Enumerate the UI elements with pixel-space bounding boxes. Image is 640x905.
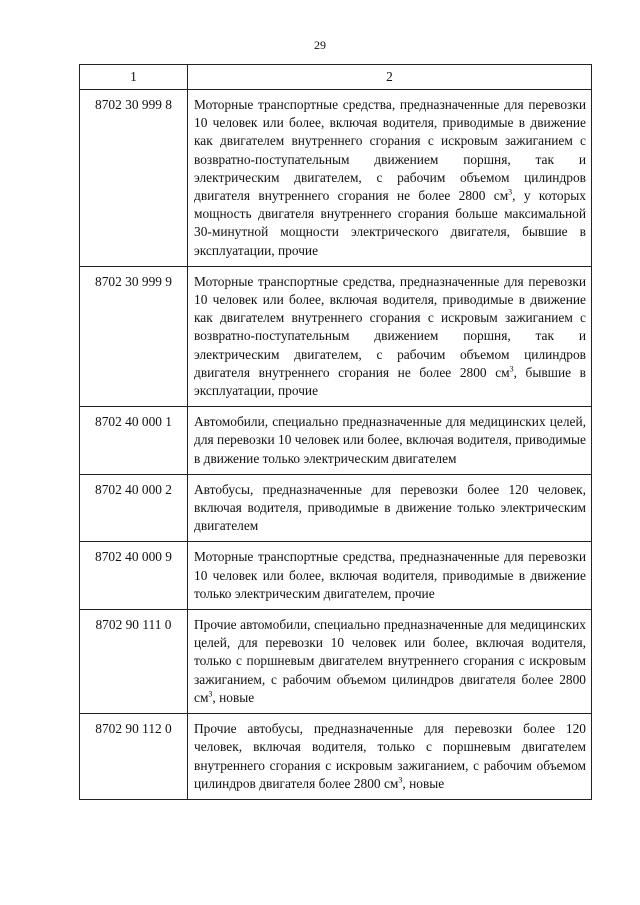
- description-text: Прочие автомобили, специально предназначенные для медицинских целей, для перевозки 10 человек или более, включая водителя, только с поршневым двигателем внутреннего сгорания с искровым зажиганием, с рабочим объемом цилиндров двигателя более 2800 см: [194, 617, 586, 705]
- commodity-description: [188, 610, 592, 714]
- commodity-code: 8702 30 999 8: [80, 90, 188, 267]
- description-text: Моторные транспортные средства, предназначенные для перевозки 10 человек или более, включая водителя, приводимые в движение как двигателем внутреннего сгорания с искровым зажиганием с возвратно-поступательным движением поршня, так и электрическим двигателем, с рабочим объемом цилиндров двигателя внутреннего сгорания не более 2800 см: [194, 97, 586, 204]
- description-text: Прочие автобусы, предназначенные для перевозки более 120 человек, включая водителя, только с поршневым двигателем внутреннего сгорания с искровым зажиганием, с рабочим объемом цилиндров двигателя более 2800 см: [194, 721, 586, 791]
- commodity-description: [188, 542, 592, 610]
- commodity-description: [188, 407, 592, 475]
- table-header-row: [80, 65, 592, 90]
- table-row: [80, 714, 592, 800]
- description-text-tail: , у которых мощность двигателя внутреннего сгорания больше максимальной 30-минутной мощности электрического двигателя, бывшие в эксплуатации, прочие: [194, 188, 586, 258]
- description-text: Моторные транспортные средства, предназначенные для перевозки 10 человек или более, включая водителя, приводимые в движение только электрическим двигателем, прочие: [194, 549, 586, 601]
- table-row: [80, 266, 592, 406]
- column-header-description: 2: [188, 65, 592, 90]
- commodity-code: 8702 90 112 0: [80, 714, 188, 800]
- page-number: 29: [314, 38, 326, 52]
- table-row: [80, 474, 592, 542]
- superscript: 3: [509, 364, 514, 374]
- commodity-description: [188, 474, 592, 542]
- description-text-tail: , бывшие в эксплуатации, прочие: [194, 364, 587, 399]
- column-header-code: 1: [80, 65, 188, 90]
- commodity-description: [188, 266, 592, 406]
- superscript: 3: [398, 775, 403, 785]
- superscript: 3: [508, 187, 513, 197]
- description-text: Автомобили, специально предназначенные для медицинских целей, для перевозки 10 человек или более, включая водителя, приводимые в движение только электрическим двигателем: [194, 414, 586, 466]
- commodity-code: 8702 40 000 2: [80, 474, 188, 542]
- description-text: Автобусы, предназначенные для перевозки более 120 человек, включая водителя, приводимые в движение только электрическим двигателем: [194, 481, 586, 534]
- commodity-code: 8702 90 111 0: [80, 610, 188, 714]
- description-text-tail: , новые: [212, 689, 255, 705]
- commodity-code: 8702 30 999 9: [80, 266, 188, 406]
- description-text-tail: , новые: [402, 775, 445, 791]
- description-text: Моторные транспортные средства, предназначенные для перевозки 10 человек или более, включая водителя, приводимые в движение как двигателем внутреннего сгорания с искровым зажиганием с возвратно-поступательным движением поршня, так и электрическим двигателем, с рабочим объемом цилиндров двигателя внутреннего сгорания не более 2800 см: [194, 273, 586, 380]
- tariff-table: [79, 64, 592, 800]
- table-row: [80, 407, 592, 475]
- table-row: [80, 90, 592, 267]
- superscript: 3: [208, 689, 213, 699]
- table-row: [80, 542, 592, 610]
- commodity-code: 8702 40 000 1: [80, 407, 188, 475]
- commodity-code: 8702 40 000 9: [80, 542, 188, 610]
- table-row: [80, 610, 592, 714]
- commodity-description: [188, 714, 592, 800]
- commodity-description: [188, 90, 592, 267]
